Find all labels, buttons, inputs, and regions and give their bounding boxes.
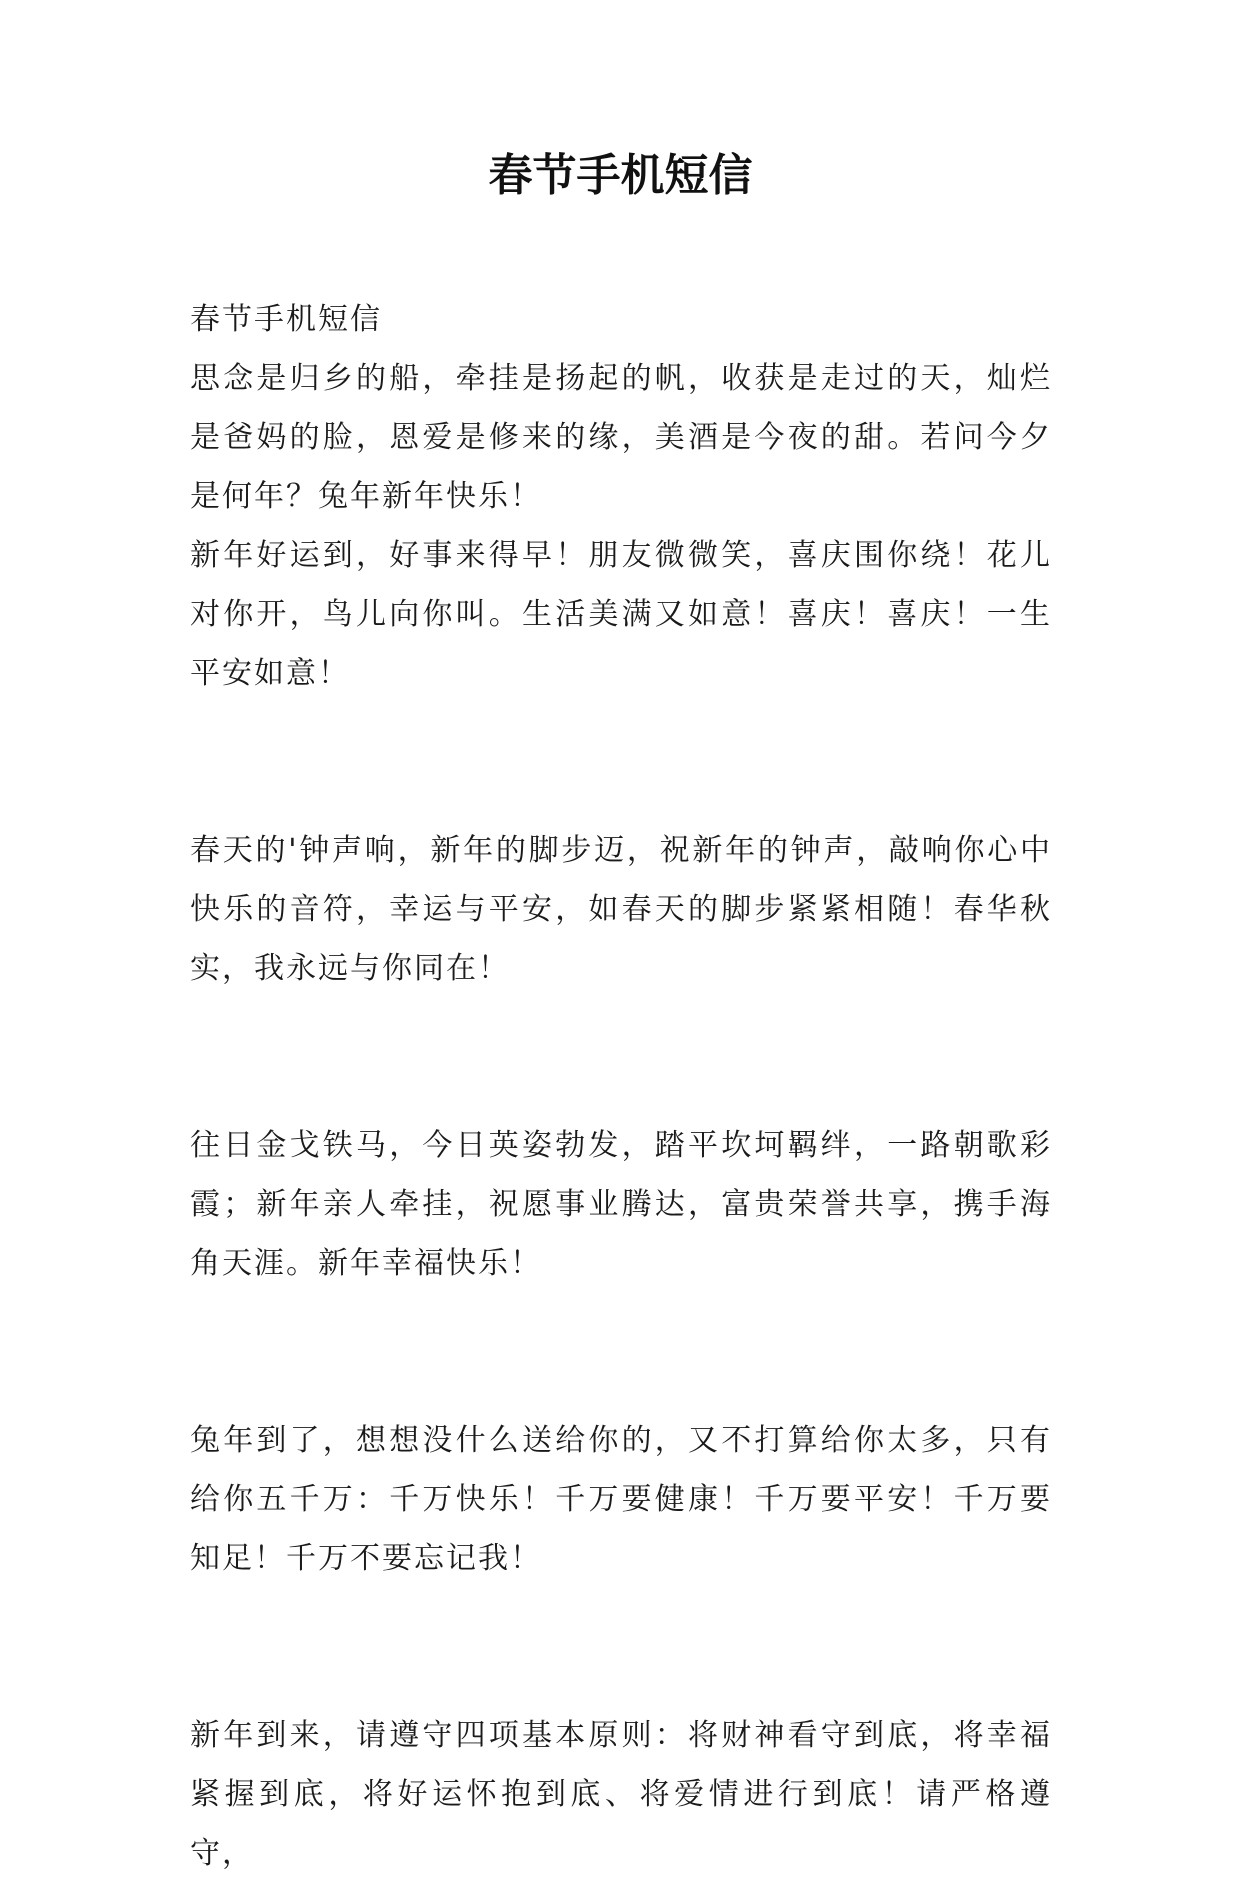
paragraph-4: 往日金戈铁马，今日英姿勃发，踏平坎坷羁绊，一路朝歌彩霞；新年亲人牵挂，祝愿事业腾达，富贵荣誉共享，携手海角天涯。新年幸福快乐！ — [190, 1128, 1052, 1281]
paragraph-1: 思念是归乡的船，牵挂是扬起的帆，收获是走过的天，灿烂是爸妈的脸，恩爱是修来的缘，美酒是今夜的甜。若问今夕是何年？兔年新年快乐！ — [190, 361, 1052, 514]
document-body — [190, 290, 1052, 1883]
document-title: 春节手机短信 — [488, 150, 753, 201]
paragraph-gap — [190, 998, 1052, 1116]
intro-line: 春节手机短信 — [190, 302, 382, 337]
paragraph-gap — [190, 1588, 1052, 1706]
paragraph-gap — [190, 703, 1052, 821]
paragraph-6: 新年到来，请遵守四项基本原则：将财神看守到底，将幸福紧握到底，将好运怀抱到底、将爱情进行到底！请严格遵守， — [190, 1718, 1052, 1871]
paragraph-2: 新年好运到，好事来得早！朋友微微笑，喜庆围你绕！花儿对你开，鸟儿向你叫。生活美满又如意！喜庆！喜庆！一生平安如意！ — [190, 538, 1052, 691]
paragraph-3: 春天的'钟声响，新年的脚步迈，祝新年的钟声，敲响你心中快乐的音符，幸运与平安，如春天的脚步紧紧相随！春华秋实，我永远与你同在！ — [190, 833, 1052, 986]
paragraph-5: 兔年到了，想想没什么送给你的，又不打算给你太多，只有给你五千万：千万快乐！千万要健康！千万要平安！千万要知足！千万不要忘记我！ — [190, 1423, 1052, 1576]
paragraph-gap — [190, 1293, 1052, 1411]
